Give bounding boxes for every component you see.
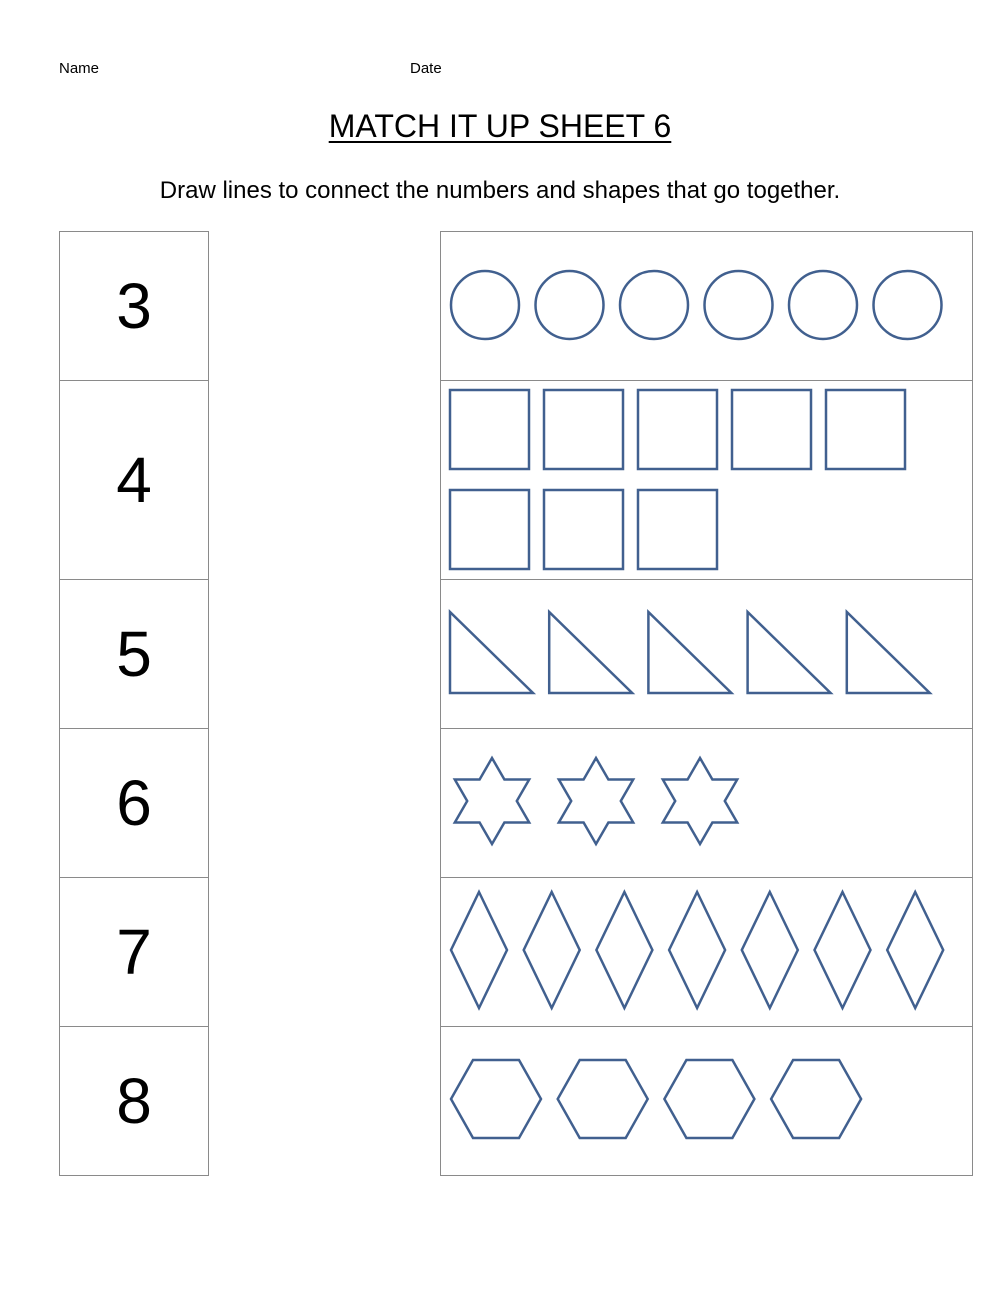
number-label: 3: [116, 270, 152, 342]
star-shape: [455, 758, 529, 844]
shape-cell-triangles: [441, 580, 972, 729]
shape-cell-diamonds: [441, 878, 972, 1027]
instructions-text: Draw lines to connect the numbers and shapes that go together.: [159, 177, 841, 204]
diamond-shape: [887, 892, 943, 1008]
number-cell: [60, 580, 208, 729]
diamond-shape: [596, 892, 652, 1008]
circle-shape: [536, 271, 604, 339]
circle-shape: [620, 271, 688, 339]
square-shape: [826, 390, 905, 469]
number-cell: [60, 232, 208, 381]
date-label: Date: [410, 60, 442, 77]
triangle-shape: [847, 612, 930, 693]
shape-cell-stars: [441, 729, 972, 878]
number-label: 5: [116, 618, 152, 690]
number-cell: [60, 729, 208, 878]
hexagon-shape: [771, 1060, 861, 1138]
circle-shape: [874, 271, 942, 339]
square-shape: [638, 490, 717, 569]
diamond-shape: [815, 892, 871, 1008]
triangle-shape: [648, 612, 731, 693]
hexagon-shape: [664, 1060, 754, 1138]
shape-cell-circles: [441, 232, 972, 381]
hexagon-shape: [558, 1060, 648, 1138]
square-shape: [544, 490, 623, 569]
diamond-shape: [451, 892, 507, 1008]
triangle-shape: [549, 612, 632, 693]
diamond-shape: [742, 892, 798, 1008]
hexagons-group: [441, 1027, 972, 1175]
number-cell: [60, 878, 208, 1027]
squares-group: [441, 381, 972, 579]
number-label: 7: [116, 916, 152, 988]
hexagon-shape: [451, 1060, 541, 1138]
square-shape: [450, 390, 529, 469]
triangle-shape: [450, 612, 533, 693]
triangle-shape: [748, 612, 831, 693]
number-label: 4: [116, 444, 152, 516]
star-shape: [559, 758, 633, 844]
square-shape: [544, 390, 623, 469]
number-label: 8: [116, 1065, 152, 1137]
star-shape: [663, 758, 737, 844]
diamonds-group: [441, 878, 972, 1026]
name-label: Name: [59, 60, 100, 77]
number-label: 6: [116, 767, 152, 839]
numbers-column: [59, 231, 209, 1176]
circles-group: [441, 232, 972, 380]
circle-shape: [705, 271, 773, 339]
shapes-column: [440, 231, 973, 1176]
circle-shape: [789, 271, 857, 339]
shape-cell-hexagons: [441, 1027, 972, 1176]
triangles-group: [441, 580, 972, 728]
number-cell: [60, 1027, 208, 1176]
stars-group: [441, 729, 972, 877]
square-shape: [450, 490, 529, 569]
square-shape: [638, 390, 717, 469]
diamond-shape: [524, 892, 580, 1008]
worksheet-title: MATCH IT UP SHEET 6: [328, 108, 672, 144]
diamond-shape: [669, 892, 725, 1008]
number-cell: [60, 381, 208, 580]
circle-shape: [451, 271, 519, 339]
shape-cell-squares: [441, 381, 972, 580]
square-shape: [732, 390, 811, 469]
